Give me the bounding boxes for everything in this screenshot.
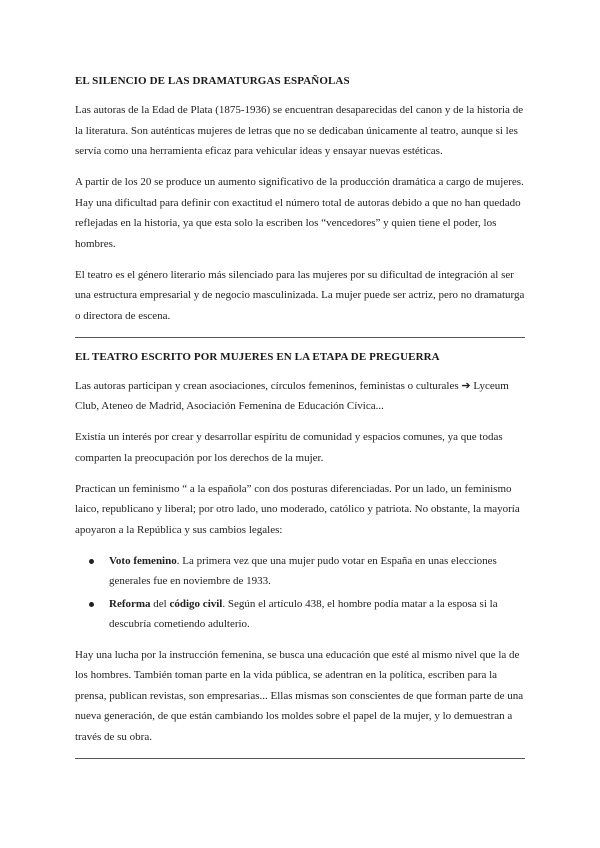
list-item-text: del <box>150 597 170 610</box>
paragraph: Hay una lucha por la instrucción femenina, se busca una educación que esté al mismo nivel que la de los hombres. También toman parte en la vida pública, se adentran en la política, escriben para la prensa, publican revistas, son empresarias... Ellas mismas son conscientes de que forman parte de una nueva generación, de que están cambiando los moldes sobre el papel de la mujer, y lo demuestran a través de su obra. <box>75 648 524 743</box>
section-divider <box>75 337 525 338</box>
bullet-icon <box>89 602 94 607</box>
section-title: EL SILENCIO DE LAS DRAMATURGAS ESPAÑOLAS <box>75 75 350 87</box>
bullet-list <box>75 551 525 635</box>
bold-term: código civil <box>169 597 223 610</box>
section-preguerra <box>75 348 525 748</box>
list-item <box>75 551 525 592</box>
paragraph: Las autoras de la Edad de Plata (1875-1936) se encuentran desaparecidas del canon y de la historia de la literatura. Son auténticas mujeres de letras que no se dedicaban únicamente al teatro, aunque si les servía como una herramienta eficaz para vehicular ideas y ensayar nuevas estéticas. <box>75 104 524 157</box>
paragraph: El teatro es el género literario más silenciado para las mujeres por su dificultad de integración al ser una estructura empresarial y de negocio masculinizada. La mujer puede ser actriz, pero no dramaturga o directora de escena. <box>75 268 525 322</box>
section-divider <box>75 758 525 759</box>
bullet-icon <box>89 559 94 564</box>
list-item-text: . La primera vez que una mujer pudo votar en España en unas elecciones generales fue en noviembre de 1933. <box>109 554 497 587</box>
paragraph: Practican un feminismo “ a la española” con dos posturas diferenciadas. Por un lado, un feminismo laico, republicano y liberal; por otro lado, uno moderado, católico y patriota. No obstante, la mayoría apoyaron a la República y sus cambios legales: <box>75 482 520 536</box>
list-item <box>75 594 525 635</box>
list-item-text: . Según el artículo 438, el hombre podía matar a la esposa si la descubría cometiendo adulterio. <box>109 597 498 630</box>
paragraph: Existía un interés por crear y desarrollar espíritu de comunidad y espacios comunes, ya que todas comparten la preocupación por los derechos de la mujer. <box>75 431 503 464</box>
bold-term: Reforma <box>109 597 151 610</box>
paragraph: A partir de los 20 se produce un aumento significativo de la producción dramática a cargo de mujeres. Hay una dificultad para definir con exactitud el número total de autoras debido a que no han quedado reflejadas en la historia, ya que esta solo la escriben los “vencedores” y quien tiene el poder, los hombres. <box>75 176 524 250</box>
bold-term: Voto femenino <box>109 554 177 567</box>
section-silencio <box>75 72 525 326</box>
paragraph: Las autoras participan y crean asociaciones, círculos femeninos, feministas o culturales ➔ Lyceum Club, Ateneo de Madrid, Asociación Femenina de Educación Cívica... <box>75 379 509 412</box>
section-title: EL TEATRO ESCRITO POR MUJERES EN LA ETAPA DE PREGUERRA <box>75 350 440 363</box>
